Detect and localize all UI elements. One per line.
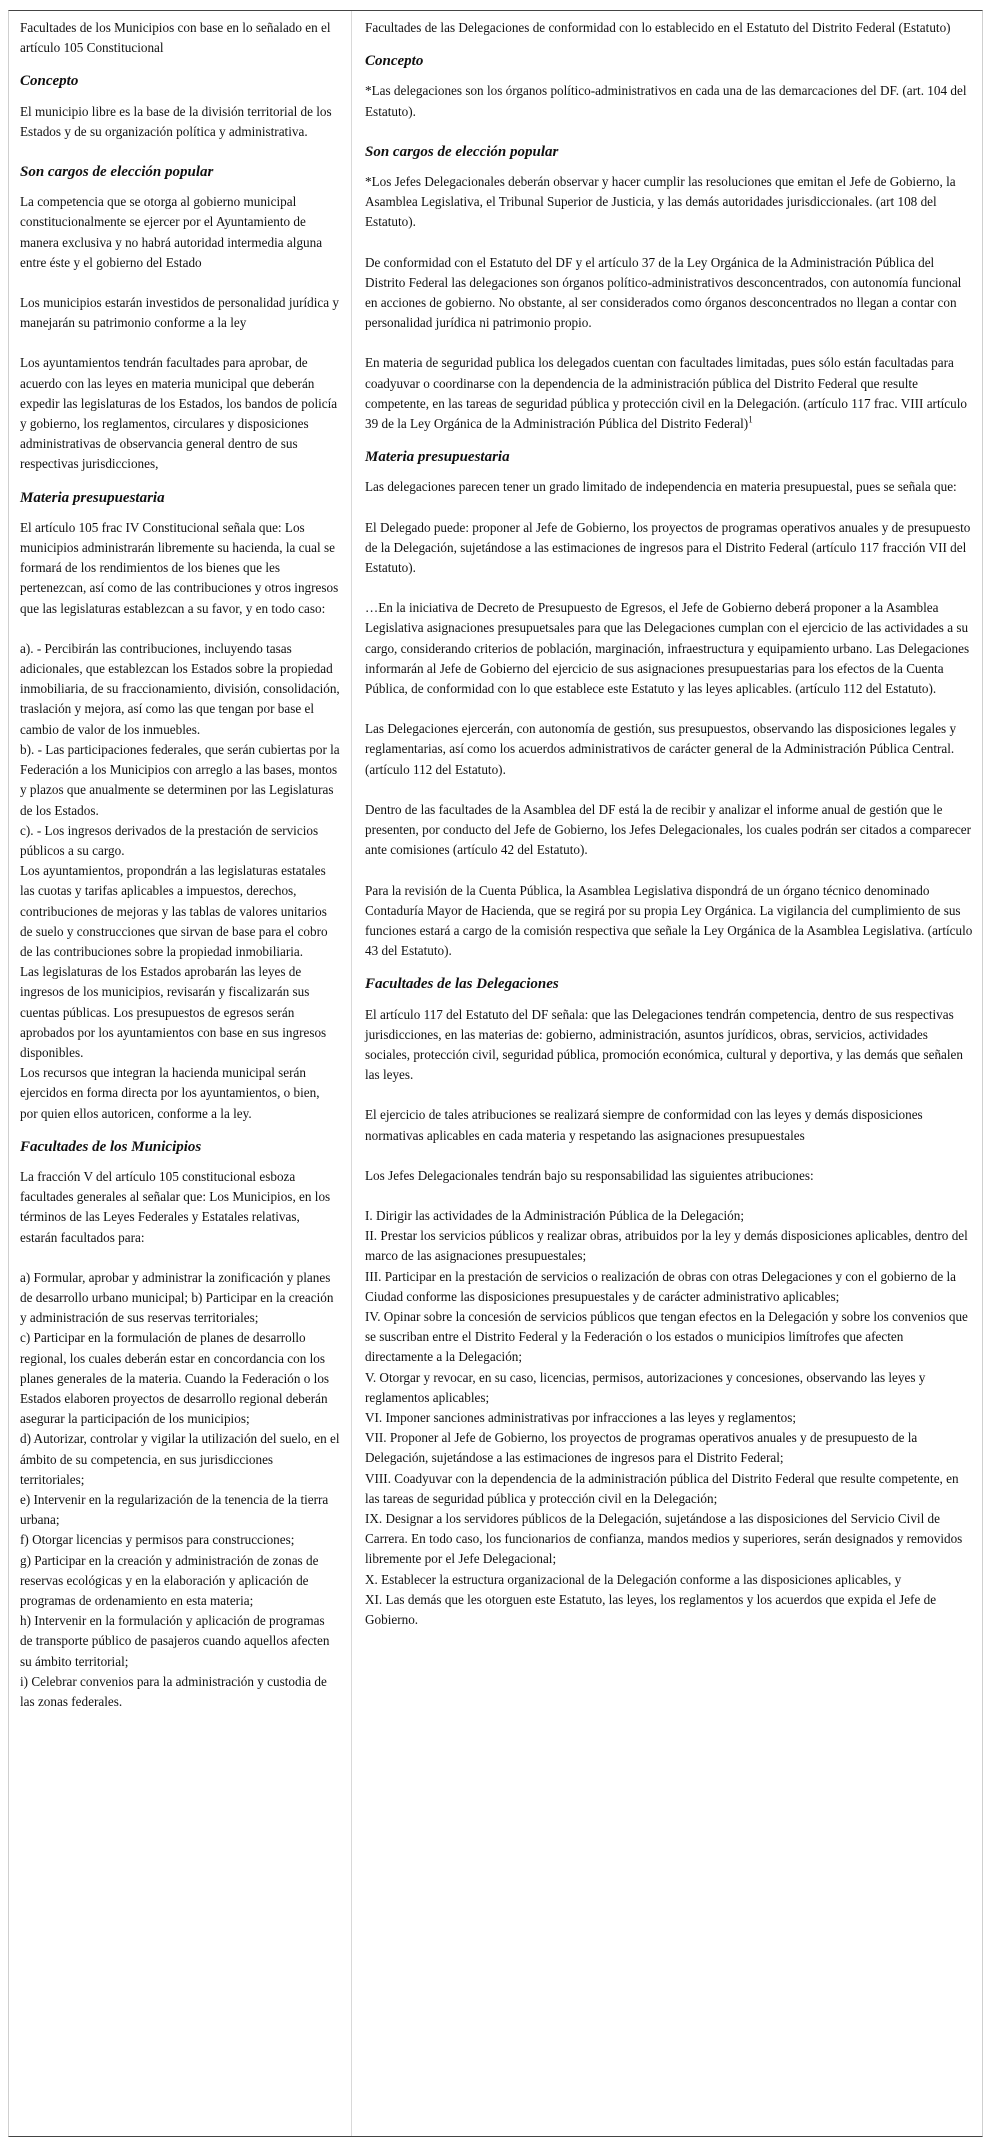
municipios-facultad-item: i) Celebrar convenios para la administración y custodia de las zonas federales. (20, 1673, 327, 1710)
delegaciones-column (365, 11, 973, 1630)
delegaciones-presupuesto-para: Para la revisión de la Cuenta Pública, la Asamblea Legislativa dispondrá de un órgano técnico denominado Contaduría Mayor de Hacienda, que se regirá por su propia Ley Orgánica. La vigilancia del cumplimiento de sus funciones estará a cargo de la comisión respectiva que señale la Ley Orgánica de la Asamblea Legislativa. (artículo 43 del Estatuto). (365, 882, 973, 959)
delegaciones-atribucion-item: IV. Opinar sobre la concesión de servicios públicos que tengan efectos en la Delegación y sobre los convenios que se suscriban entre el Distrito Federal y la Federación o los estados o municipios limítrofes que afecten directamente a la Delegación; (365, 1308, 968, 1365)
delegaciones-atribucion-item: VII. Proponer al Jefe de Gobierno, los proyectos de programas operativos anuales y de presupuesto de la Delegación, sujetándose a las estimaciones de ingresos para el Distrito Federal; (365, 1430, 918, 1466)
delegaciones-presupuesto-para: Las delegaciones parecen tener un grado limitado de independencia en materia presupuestal, pues se señala que: (365, 479, 957, 495)
delegaciones-atribucion-item: III. Participar en la prestación de servicios o realización de obras con otras Delegaciones y con el gobierno de la Ciudad conforme las disposiciones presupuestales y de carácter administrativo aplicables; (365, 1268, 956, 1304)
delegaciones-atribucion-item: X. Establecer la estructura organizacional de la Delegación conforme a las disposiciones aplicables, y (365, 1571, 902, 1587)
municipios-header: Facultades de los Municipios con base en lo señalado en el artículo 105 Constitucional (20, 20, 331, 56)
delegaciones-seguridad-para (365, 353, 973, 434)
delegaciones-facultades-heading: Facultades de las Delegaciones (365, 976, 559, 993)
municipios-presupuesto-heading: Materia presupuestaria (20, 489, 165, 506)
delegaciones-concepto-heading: Concepto (365, 53, 424, 70)
municipios-concepto-text: El municipio libre es la base de la división territorial de los Estados y de su organización política y administrativa. (20, 103, 332, 139)
delegaciones-cargos-heading: Son cargos de elección popular (365, 143, 559, 160)
delegaciones-facultades-para: Los Jefes Delegacionales tendrán bajo su responsabilidad las siguientes atribuciones: (365, 1167, 814, 1183)
municipios-cargos-para: Los ayuntamientos tendrán facultades para aprobar, de acuerdo con las leyes en materia municipal que deberán expedir las legislaturas de los Estados, los bandos de policía y gobierno, los reglamentos, circulares y disposiciones administrativas de observancia general dentro de sus respectivas jurisdicciones, (20, 355, 338, 472)
municipios-presupuesto-item: a). - Percibirán las contribuciones, incluyendo tasas adicionales, que establezcan los Estados sobre la propiedad inmobiliaria, de su fraccionamiento, división, consolidación, traslación y mejora, así como las que tengan por base el cambio de valor de los inmuebles. (20, 640, 340, 737)
municipios-facultad-item: d) Autorizar, controlar y vigilar la utilización del suelo, en el ámbito de su competencia, en sus jurisdicciones territoriales; (20, 1431, 340, 1487)
delegaciones-atribucion-item: VI. Imponer sanciones administrativas por infracciones a las leyes y reglamentos; (365, 1409, 797, 1425)
delegaciones-presupuesto-para: Las Delegaciones ejercerán, con autonomía de gestión, sus presupuestos, observando las disposiciones legales y reglamentarias, así como los acuerdos administrativos de carácter general de la Administración Pública Central. (artículo 112 del Estatuto). (365, 721, 957, 777)
delegaciones-atribucion-item: IX. Designar a los servidores públicos de la Delegación, sujetándose a las disposiciones del Servicio Civil de Carrera. En todo caso, los funcionarios de confianza, mandos medios y superiores, serán designados y removidos libremente por el Jefe Delegacional; (365, 1510, 963, 1567)
delegaciones-atribucion-item: XI. Las demás que les otorguen este Estatuto, las leyes, los reglamentos y los acuerdos que expida el Jefe de Gobierno. (365, 1591, 937, 1627)
municipios-facultad-item: c) Participar en la formulación de planes de desarrollo regional, los cuales deberán estar en concordancia con los planes generales de la materia. Cuando la Federación o los Estados elaboren proyectos de desarrollo regional deberán asegurar la participación de los municipios; (20, 1330, 330, 1427)
municipios-facultad-item: f) Otorgar licencias y permisos para construcciones; (20, 1532, 295, 1548)
delegaciones-atribucion-item: II. Prestar los servicios públicos y realizar obras, atribuidos por la ley y demás disposiciones aplicables, dentro del marco de las asignaciones presupuestales; (365, 1228, 968, 1264)
delegaciones-facultades-para: El ejercicio de tales atribuciones se realizará siempre de conformidad con las leyes y demás disposiciones normativas aplicables en cada materia y respetando las asignaciones presupuestales (365, 1107, 923, 1143)
municipios-facultad-item: h) Intervenir en la formulación y aplicación de programas de transporte público de pasajeros cuando aquellos afecten su ámbito territorial; (20, 1613, 330, 1669)
delegaciones-concepto-text: *Las delegaciones son los órganos político-administrativos en cada una de las demarcaciones del DF. (art. 104 del Estatuto). (365, 83, 967, 119)
municipios-presupuesto-para: Los recursos que integran la hacienda municipal serán ejercidos en forma directa por los ayuntamientos, o bien, por quien ellos autoricen, conforme a la ley. (20, 1065, 320, 1121)
delegaciones-header: Facultades de las Delegaciones de conformidad con lo establecido en el Estatuto del Distrito Federal (Estatuto) (365, 20, 951, 35)
delegaciones-seguridad-text: En materia de seguridad publica los delegados cuentan con facultades limitadas, pues sólo están facultadas para coadyuvar o coordinarse con la dependencia de la administración pública del Distrito Federal que resulte competente, en las tareas de seguridad pública y protección civil en la Delegación. (artículo 117 frac. VIII artículo 39 de la Ley Orgánica de la Administración Pública del Distrito Federal) (365, 355, 967, 432)
municipios-presupuesto-para: Los ayuntamientos, propondrán a las legislaturas estatales las cuotas y tarifas aplicables a impuestos, derechos, contribuciones de mejoras y las tablas de valores unitarios de suelo y construcciones que sirvan de base para el cobro de las contribuciones sobre la propiedad inmobiliaria. (20, 863, 328, 959)
municipios-concepto-heading: Concepto (20, 73, 79, 90)
municipios-presupuesto-para: Las legislaturas de los Estados aprobarán las leyes de ingresos de los municipios, revisarán y fiscalizarán sus cuentas públicas. Los presupuestos de egresos serán aprobados por los ayuntamientos con base en sus ingresos disponibles. (20, 964, 327, 1060)
municipios-facultad-item: e) Intervenir en la regularización de la tenencia de la tierra urbana; (20, 1492, 329, 1528)
delegaciones-atribucion-item: I. Dirigir las actividades de la Administración Pública de la Delegación; (365, 1207, 745, 1223)
municipios-presupuesto-item: b). - Las participaciones federales, que serán cubiertas por la Federación a los Municipios con arreglo a las bases, montos y plazos que anualmente se determinen por las Legislaturas de los Estados. (20, 741, 340, 818)
municipios-column (20, 11, 340, 1712)
municipios-facultades-heading: Facultades de los Municipios (20, 1138, 202, 1155)
municipios-cargos-para: La competencia que se otorga al gobierno municipal constitucionalmente se ejercer por el Ayuntamiento de manera exclusiva y no habrá autoridad intermedia alguna entre éste y el gobierno del Estado (20, 194, 323, 270)
delegaciones-presupuesto-para: Dentro de las facultades de la Asamblea del DF está la de recibir y analizar el informe anual de gestión que le presenten, por conducto del Jefe de Gobierno, los Jefes Delegacionales, los cuales podrán ser citados a comparecer ante comisiones (artículo 42 del Estatuto). (365, 801, 972, 858)
delegaciones-presupuesto-para: …En la iniciativa de Decreto de Presupuesto de Egresos, el Jefe de Gobierno deberá proponer a la Asamblea Legislativa asignaciones presupuetsales para que las Delegaciones cumplan con el ejercicio de las actividades a su cargo, considerando criterios de población, marginación, infraestructura y equipamiento urbano. Las Delegaciones informarán al Jefe de Gobierno del ejercicio de sus asignaciones presupuestarias para los efectos de la Cuenta Pública, de conformidad con lo que establece este Estatuto y las leyes aplicables. (artículo 112 del Estatuto). (365, 600, 970, 697)
delegaciones-facultades-para: El artículo 117 del Estatuto del DF señala: que las Delegaciones tendrán competencia, dentro de sus respectivas jurisdicciones, en las materias de: gobierno, administración, asuntos jurídicos, obras, servicios, actividades sociales, protección civil, seguridad pública, promoción económica, cultural y deportiva, y las demás que señalen las leyes. (365, 1006, 964, 1083)
delegaciones-cargos-para: *Los Jefes Delegacionales deberán observar y hacer cumplir las resoluciones que emitan el Jefe de Gobierno, la Asamblea Legislativa, el Tribunal Superior de Justicia, y las demás autoridades jurisdiccionales. (art 108 del Estatuto). (365, 174, 956, 230)
delegaciones-presupuesto-para: El Delegado puede: proponer al Jefe de Gobierno, los proyectos de programas operativos anuales y de presupuesto de la Delegación, sujetándose a las estimaciones de ingresos para el Distrito Federal (artículo 117 fracción VII del Estatuto). (365, 519, 971, 576)
delegaciones-presupuesto-heading: Materia presupuestaria (365, 449, 510, 466)
municipios-cargos-heading: Son cargos de elección popular (20, 164, 214, 181)
footnote-marker[interactable]: 1 (748, 414, 753, 425)
municipios-cargos-para: Los municipios estarán investidos de personalidad jurídica y manejarán su patrimonio conforme a la ley (20, 295, 339, 331)
municipios-facultad-item: g) Participar en la creación y administración de zonas de reservas ecológicas y en la elaboración y aplicación de programas de ordenamiento en esta materia; (20, 1552, 319, 1609)
column-divider (351, 11, 352, 2136)
municipios-presupuesto-item: c). - Los ingresos derivados de la prestación de servicios públicos a su cargo. (20, 822, 319, 858)
delegaciones-atribucion-item: VIII. Coadyuvar con la dependencia de la administración pública del Distrito Federal que resulte competente, en las tareas de seguridad pública y protección civil en la Delegación; (365, 1470, 959, 1506)
municipios-facultad-item: a) Formular, aprobar y administrar la zonificación y planes de desarrollo urbano municipal; b) Participar en la creación y administración de sus reservas territoriales; (20, 1269, 334, 1326)
municipios-presupuesto-intro: El artículo 105 frac IV Constitucional señala que: Los municipios administrarán libremente su hacienda, la cual se formará de los rendimientos de los bienes que les pertenezcan, así como de las contribuciones y otros ingresos que las legislaturas establezcan a su favor, y en todo caso: (20, 519, 339, 616)
delegaciones-cargos-para: De conformidad con el Estatuto del DF y el artículo 37 de la Ley Orgánica de la Administración Pública del Distrito Federal las delegaciones son órganos político-administrativos desconcentrados, con autonomía funcional en acciones de gobierno. No obstante, al ser considerados como órganos desconcentrados no llegan a contar con personalidad jurídica ni patrimonio propio. (365, 254, 962, 331)
comparison-table (8, 10, 983, 2137)
municipios-facultades-intro: La fracción V del artículo 105 constitucional esboza facultades generales al señalar que: Los Municipios, en los términos de las Leyes Federales y Estatales relativas, estarán facultados para: (20, 1168, 331, 1245)
delegaciones-atribucion-item: V. Otorgar y revocar, en su caso, licencias, permisos, autorizaciones y concesiones, observando las leyes y reglamentos aplicables; (365, 1369, 926, 1405)
